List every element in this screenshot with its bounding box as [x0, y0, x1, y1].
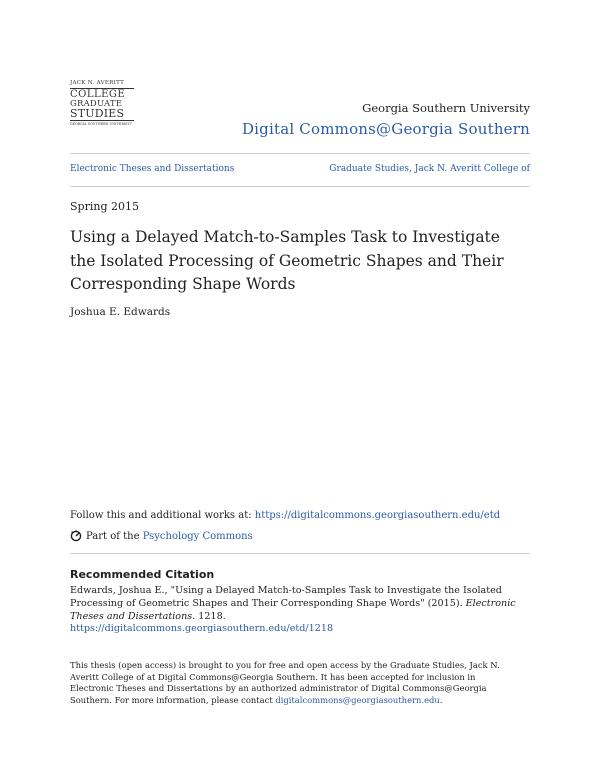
footer-line-3: Electronic Theses and Dissertations by an authorized administrator of Digital Commons@Georgia	[70, 683, 487, 693]
footer-line-2: Averitt College of at Digital Commons@Georgia Southern. It has been accepted for inclusion in	[70, 671, 476, 682]
footer-notice	[70, 660, 532, 706]
footer-line-1: This thesis (open access) is brought to you for free and open access by the Graduate Studies, Jack N.	[70, 660, 500, 670]
divider-nav	[70, 186, 530, 187]
college-logo	[70, 80, 134, 136]
logo-line-5: GEORGIA SOUTHERN UNIVERSITY	[70, 122, 133, 126]
citation-url-link[interactable]: https://digitalcommons.georgiasouthern.edu/etd/1218	[70, 623, 334, 634]
citation-journal-part-1: Electronic	[465, 598, 516, 609]
part-of-prefix: Part of the	[86, 530, 140, 542]
logo-rule-2	[70, 120, 134, 121]
footer-line-4	[70, 695, 532, 707]
citation-journal-part-2: Theses and Dissertations	[70, 611, 193, 622]
divider-citation	[70, 553, 530, 554]
title-line-2: the Isolated Processing of Geometric Shapes and Their	[70, 251, 504, 270]
footer-line-4-suffix: .	[439, 694, 443, 705]
psychology-commons-link[interactable]: Psychology Commons	[142, 530, 253, 542]
title-line-1: Using a Delayed Match-to-Samples Task to Investigate	[70, 228, 500, 246]
contact-email-link[interactable]: digitalcommons@georgiasouthern.edu	[275, 694, 440, 705]
citation-line-3	[70, 610, 532, 623]
follow-text: Follow this and additional works at:	[70, 510, 255, 521]
footer-line-4-prefix: Southern. For more information, please contact	[70, 694, 276, 705]
citation-line-1: Edwards, Joshua E., "Using a Delayed Match-to-Samples Task to Investigate the Isolated	[70, 585, 502, 596]
logo-line-3: GRADUATE	[70, 99, 123, 109]
publication-date: Spring 2015	[70, 200, 139, 213]
citation-text	[70, 584, 532, 623]
citation-line-2-plain: Processing of Geometric Shapes and Their Corresponding Shape Words" (2015).	[70, 598, 466, 609]
citation-line-2	[70, 597, 532, 610]
paper-title	[70, 226, 540, 297]
divider-top	[70, 153, 530, 154]
university-name: Georgia Southern University	[362, 101, 530, 115]
follow-line	[70, 510, 500, 521]
repository-link[interactable]: Digital Commons@Georgia Southern	[241, 120, 530, 138]
part-of-line	[70, 530, 253, 542]
series-link[interactable]: Electronic Theses and Dissertations	[70, 164, 235, 174]
college-link[interactable]: Graduate Studies, Jack N. Averitt College of	[329, 164, 530, 174]
open-access-icon	[70, 530, 82, 542]
logo-line-2: COLLEGE	[70, 89, 126, 100]
citation-heading: Recommended Citation	[70, 568, 215, 581]
title-line-3: Corresponding Shape Words	[70, 275, 296, 293]
follow-url-link[interactable]: https://digitalcommons.georgiasouthern.edu/etd	[254, 510, 501, 521]
logo-line-4: STUDIES	[70, 107, 125, 120]
logo-line-1: JACK N. AVERITT	[70, 80, 125, 86]
citation-number: . 1218.	[192, 611, 226, 622]
author-name: Joshua E. Edwards	[70, 306, 171, 318]
